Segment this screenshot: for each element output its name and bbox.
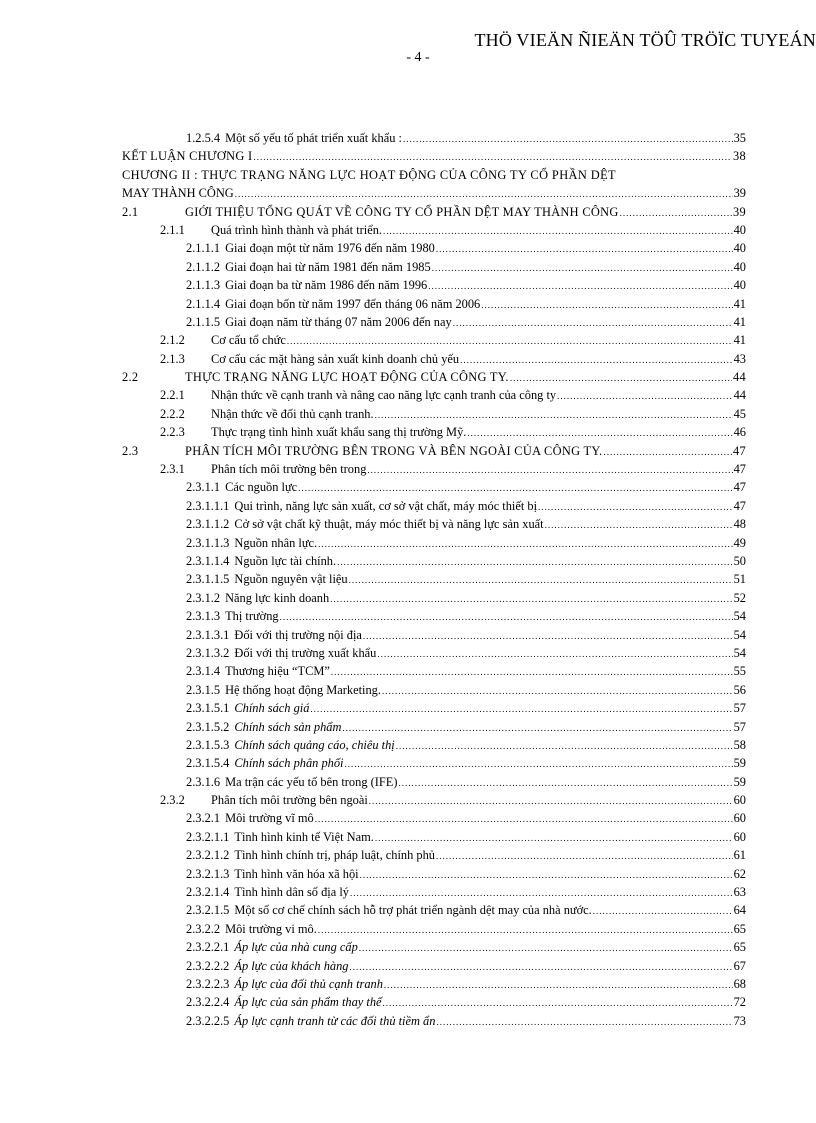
toc-leader-dots [375,410,733,420]
toc-leader-dots [330,594,732,604]
toc-entry[interactable] [122,903,746,921]
toc-entry-title: Phân tích môi trường bên trong [211,462,367,477]
toc-leader-dots [603,447,732,457]
toc-entry-title: Cơ cấu các mặt hàng sản xuất kinh doanh chủ yếu [211,351,460,366]
toc-entry-page: 45 [733,406,746,421]
toc-entry[interactable] [122,572,746,590]
toc-entry-page: 52 [733,590,746,605]
toc-entry[interactable] [122,609,746,627]
toc-entry-page: 57 [733,719,746,734]
toc-entry-page: 40 [733,259,746,274]
toc-entry[interactable] [122,756,746,774]
toc-entry[interactable] [122,628,746,646]
page-number: - 4 - [406,50,430,65]
toc-entry-number: 2.1.2 [160,333,185,348]
toc-entry[interactable] [122,940,746,958]
toc-entry-number: 2.3.2.2.4 [186,995,230,1010]
toc-entry-page: 55 [733,664,746,679]
toc-entry[interactable] [122,315,746,333]
toc-entry-title: Thực trạng tình hình xuất khẩu sang thị trường Mỹ. [211,425,467,440]
toc-entry-title: Tình hình chính trị, pháp luật, chính phủ [234,848,436,863]
toc-entry-number: 2.3.1.3 [186,609,221,624]
toc-entry-number: 2.3.2.2.3 [186,976,230,991]
toc-entry[interactable] [122,241,746,259]
toc-entry-title: Nguồn nguyên vật liệu [234,572,348,587]
toc-entry-number: 2.3.1.5.4 [186,756,230,771]
toc-leader-dots [428,281,732,291]
toc-entry-page: 44 [733,370,746,385]
toc-entry-page: 62 [733,866,746,881]
toc-entry-page: 47 [733,498,746,513]
toc-entry-title: Giai đoạn hai từ năm 1981 đến năm 1985 [225,259,431,274]
toc-entry-title: Áp lực của đối thủ cạnh tranh [234,976,383,991]
toc-entry-page: 61 [733,848,746,863]
toc-leader-dots [377,649,732,659]
toc-leader-dots [460,355,733,365]
toc-leader-dots [403,134,733,144]
toc-entry-page: 51 [733,572,746,587]
toc-entry-number: 2.3.1.6 [186,774,221,789]
toc-leader-dots [287,336,733,346]
toc-entry[interactable] [122,793,746,811]
toc-entry-number: 2.3.1.1.4 [186,553,230,568]
toc-leader-dots [369,796,733,806]
toc-entry-page: 56 [733,682,746,697]
toc-entry-title: Tình hình văn hóa xã hội [234,866,359,881]
toc-entry-page: 60 [733,811,746,826]
toc-entry-title: Thương hiệu “TCM” [225,664,330,679]
toc-entry[interactable] [122,517,746,535]
toc-entry[interactable] [122,499,746,517]
toc-entry[interactable] [122,388,746,406]
toc-entry-number: 2.3.2.1.3 [186,866,230,881]
toc-entry-title: Chính sách sản phẩm [234,719,342,734]
toc-entry-title: Chính sách giá [234,701,310,716]
toc-leader-dots [350,888,733,898]
toc-entry-title: PHÂN TÍCH MÔI TRƯỜNG BÊN TRONG VÀ BÊN NGOÀI CỦA CÔNG TY. [185,443,603,458]
toc-entry[interactable] [122,352,746,370]
toc-entry-number: 2.3.1.2 [186,590,221,605]
toc-entry-title: Nguồn lực tài chính. [234,553,337,568]
toc-entry-page: 43 [733,351,746,366]
toc-entry-number: 2.3.1.4 [186,664,221,679]
toc-entry-number: 2.3.1.1.2 [186,517,230,532]
toc-entry[interactable] [122,591,746,609]
toc-leader-dots [481,300,732,310]
toc-entry-number: 2.1.1.1 [186,241,221,256]
toc-leader-dots [342,723,732,733]
toc-entry-page: 72 [733,995,746,1010]
toc-entry[interactable] [122,186,746,204]
toc-entry[interactable] [122,664,746,682]
toc-entry[interactable] [122,554,746,572]
toc-entry-page: 54 [733,609,746,624]
toc-leader-dots [280,612,733,622]
toc-entry-number: 2.3.1 [160,462,185,477]
toc-entry-page: 35 [733,131,746,145]
toc-entry-page: 58 [733,737,746,752]
toc-leader-dots [384,980,733,990]
toc-entry-number: 2.1.1.2 [186,259,221,274]
toc-entry-number: 2.3.1.1.1 [186,498,230,513]
toc-entry[interactable] [122,260,746,278]
toc-entry-title[interactable]: CHƯƠNG II : THỰC TRẠNG NĂNG LỰC HOẠT ĐỘNG CỦA CÔNG TY CỔ PHẦN DỆT [122,167,617,182]
toc-entry-number: 2.3.1.1.3 [186,535,230,550]
toc-entry-title: Nhận thức về đối thủ cạnh tranh. [211,406,374,421]
toc-entry[interactable] [122,720,746,738]
toc-entry[interactable] [122,830,746,848]
toc-entry[interactable] [122,775,746,793]
toc-entry-number: 2.2.2 [160,406,185,421]
toc-entry-page: 60 [733,793,746,808]
toc-entry-number: 2.3.1.3.1 [186,627,230,642]
toc-entry-number: 2.3.1.5.2 [186,719,230,734]
toc-entry-title: Một số cơ chế chính sách hỗ trợ phát triển ngành dệt may của nhà nước. [234,903,592,918]
toc-entry[interactable] [122,407,746,425]
toc-entry-title: Phân tích môi trường bên ngoài [211,793,368,808]
toc-entry[interactable] [122,683,746,701]
toc-leader-dots [436,851,733,861]
toc-leader-dots [453,318,733,328]
toc-entry-page: 59 [733,774,746,789]
toc-leader-dots [360,870,733,880]
toc-entry-number: 2.1.1.4 [186,296,221,311]
toc-leader-dots [383,226,733,236]
toc-leader-dots [467,428,732,438]
toc-entry-number: 2.2 [122,370,139,385]
toc-entry-number: 2.1.1.5 [186,314,221,329]
toc-leader-dots [538,502,733,512]
toc-entry-page: 59 [733,756,746,771]
toc-entry-number: 2.1 [122,204,139,219]
toc-entry-page: 41 [733,333,746,348]
toc-entry-number: 2.1.3 [160,351,185,366]
toc-entry[interactable] [122,646,746,664]
toc-leader-dots [350,962,733,972]
toc-entry-page: 54 [733,645,746,660]
toc-entry[interactable] [122,205,746,223]
toc-leader-dots [349,575,733,585]
toc-leader-dots [436,1017,732,1027]
toc-entry-page: 65 [733,921,746,936]
toc-entry-number: 2.3.2.2.5 [186,1013,230,1028]
toc-entry[interactable] [122,922,746,940]
toc-entry-page: 65 [733,940,746,955]
toc-entry-title: Áp lực của nhà cung cấp [234,940,358,955]
toc-entry[interactable] [122,885,746,903]
toc-entry[interactable] [122,297,746,315]
toc-entry-number: 2.3.2.2.1 [186,940,230,955]
toc-leader-dots [510,373,732,383]
toc-entry-page: 64 [733,903,746,918]
toc-leader-dots [396,741,733,751]
toc-entry-title: Áp lực cạnh tranh từ các đối thủ tiềm ẩn [234,1013,436,1028]
toc-entry-title: GIỚI THIỆU TỔNG QUÁT VỀ CÔNG TY CỔ PHẦN DỆT MAY THÀNH CÔNG [185,204,619,219]
toc-entry-title: Qui trình, năng lực sản xuất, cơ sở vật chất, máy móc thiết bị [234,498,538,513]
toc-entry-page: 60 [733,829,746,844]
toc-entry[interactable] [122,425,746,443]
toc-entry-title: Đối với thị trường xuất khẩu [234,645,377,660]
toc-entry-page: 73 [733,1013,746,1028]
toc-entry-number: 2.3 [122,443,139,458]
toc-leader-dots [318,539,732,549]
toc-entry-page: 68 [733,976,746,991]
toc-entry[interactable] [122,131,746,149]
toc-entry-number: 2.3.1.3.2 [186,645,230,660]
toc-entry-number: 2.1.1 [160,222,185,237]
toc-entry[interactable] [122,867,746,885]
toc-entry-number: 2.3.1.1.5 [186,572,230,587]
toc-leader-dots [235,189,733,199]
toc-entry-page: 57 [733,701,746,716]
toc-entry-number: 2.3.1.5 [186,682,221,697]
running-header: THÖ VIEÄN ÑIEÄN TÖÛ TRÖÏC TUYEÁN [474,30,816,50]
toc-entry-page: 46 [733,425,746,440]
toc-entry-number: 2.3.1.1 [186,480,221,495]
toc-leader-dots [367,465,732,475]
toc-entry-page: 48 [733,517,746,532]
toc-entry-title: THỰC TRẠNG NĂNG LỰC HOẠT ĐỘNG CỦA CÔNG TY. [185,370,509,385]
toc-entry-number: 2.3.2.2.2 [186,958,230,973]
toc-entry-title: Chính sách phân phối [234,756,344,771]
toc-entry-title: Giai đoạn một từ năm 1976 đến năm 1980 [225,241,435,256]
toc-entry-page: 67 [733,958,746,973]
toc-entry-number: 2.3.1.5.1 [186,701,230,716]
toc-leader-dots [620,208,732,218]
toc-entry-title: Môi trường vi mô. [225,921,317,936]
toc-entry-title: Các nguồn lực [225,480,298,495]
toc-entry-page: 47 [733,480,746,495]
toc-leader-dots [253,152,732,162]
toc-leader-dots [315,814,733,824]
toc-leader-dots [398,778,732,788]
toc-entry-title: Nguồn nhân lực. [234,535,318,550]
toc-entry-number: 2.2.3 [160,425,185,440]
toc-entry-number: 2.2.1 [160,388,185,403]
toc-leader-dots [337,557,733,567]
toc-leader-dots [310,704,732,714]
toc-entry-title: Giai đoạn ba từ năm 1986 đến năm 1996 [225,278,428,293]
toc-leader-dots [383,998,733,1008]
toc-entry-title-continuation: MAY THÀNH CÔNG [122,186,234,201]
toc-entry-number: 2.3.2.2 [186,921,221,936]
toc-entry[interactable] [122,278,746,296]
toc-leader-dots [331,667,733,677]
toc-entry[interactable] [122,370,746,388]
toc-leader-dots [593,906,733,916]
toc-entry-page: 63 [733,885,746,900]
toc-entry-title: Chính sách quảng cáo, chiêu thị [234,737,395,752]
toc-entry-page: 38 [733,149,746,164]
toc-leader-dots [557,391,733,401]
toc-entry-page: 41 [733,314,746,329]
toc-entry-page: 50 [733,553,746,568]
toc-entry-page: 40 [733,241,746,256]
toc-entry-page: 44 [733,388,746,403]
toc-entry-title: Môi trường vĩ mô [225,811,314,826]
toc-entry-number: 2.3.2.1.5 [186,903,230,918]
toc-entry-number: 1.2.5.4 [186,131,221,145]
toc-entry-page: 40 [733,278,746,293]
toc-entry-title: Đối với thị trường nội địa [234,627,362,642]
toc-entry-title: Năng lực kinh doanh [225,590,330,605]
toc-entry-page: 49 [733,535,746,550]
toc-entry-title: Một số yếu tố phát triển xuất khẩu : [225,131,402,145]
toc-leader-dots [359,943,733,953]
toc-entry-title: Cơ cấu tổ chức [211,333,286,348]
toc-leader-dots [344,759,732,769]
toc-entry-title: Tình hình kinh tế Việt Nam. [234,829,374,844]
toc-entry-title: Quá trình hình thành và phát triển. [211,222,383,237]
toc-leader-dots [318,925,733,935]
toc-entry-page: 40 [733,222,746,237]
toc-entry[interactable] [122,811,746,829]
toc-entry-page: 54 [733,627,746,642]
toc-entry-number: 2.3.2.1.4 [186,885,230,900]
toc-entry-title: Áp lực của sản phẩm thay thế [234,995,382,1010]
toc-entry-number: 2.3.2.1.1 [186,829,230,844]
toc-entry-title: Giai đoạn năm từ tháng 07 năm 2006 đến nay [225,314,452,329]
toc-entry-number: 2.3.2.1 [186,811,221,826]
toc-entry-title: Thị trường [225,609,279,624]
toc-entry-page: 41 [733,296,746,311]
toc-entry-page: 47 [733,462,746,477]
toc-entry[interactable] [122,149,746,167]
toc-entry[interactable] [122,995,746,1013]
toc-entry[interactable] [122,959,746,977]
toc-entry-page: 39 [733,204,746,219]
toc-leader-dots [436,244,733,254]
toc-entry-title: Hệ thống hoạt động Marketing. [225,682,381,697]
toc-entry-number: 2.3.2.1.2 [186,848,230,863]
toc-leader-dots [298,483,732,493]
toc-entry[interactable] [122,738,746,756]
toc-entry[interactable] [122,701,746,719]
toc-leader-dots [363,631,733,641]
table-of-contents [122,131,746,1032]
toc-entry[interactable] [122,480,746,498]
toc-entry-title: Tình hình dân số địa lý [234,885,349,900]
toc-entry[interactable] [122,462,746,480]
toc-leader-dots [375,833,733,843]
toc-entry-title: KẾT LUẬN CHƯƠNG I [122,149,253,164]
toc-entry[interactable] [122,223,746,241]
toc-entry-number: 2.1.1.3 [186,278,221,293]
toc-entry[interactable] [122,1014,746,1032]
toc-entry-title: Áp lực của khách hàng [234,958,349,973]
toc-entry[interactable] [122,444,746,462]
toc-entry-title: Cở sở vật chất kỹ thuật, máy móc thiết bị và năng lực sản xuất [234,517,544,532]
toc-entry-title: Nhận thức về cạnh tranh và nâng cao năng lực cạnh tranh của công ty [211,388,557,403]
toc-leader-dots [432,263,733,273]
toc-entry-number: 2.3.2 [160,793,185,808]
toc-entry[interactable] [122,848,746,866]
toc-entry-title: Ma trận các yếu tố bên trong (IFE) [225,774,398,789]
toc-entry-title: Giai đoạn bốn từ năm 1997 đến tháng 06 năm 2006 [225,296,481,311]
toc-entry-page: 39 [733,186,746,201]
toc-leader-dots [382,686,733,696]
toc-entry-number: 2.3.1.5.3 [186,737,230,752]
toc-entry[interactable] [122,977,746,995]
toc-entry-page: 47 [733,443,746,458]
toc-entry[interactable] [122,333,746,351]
toc-leader-dots [545,520,733,530]
toc-entry[interactable] [122,536,746,554]
